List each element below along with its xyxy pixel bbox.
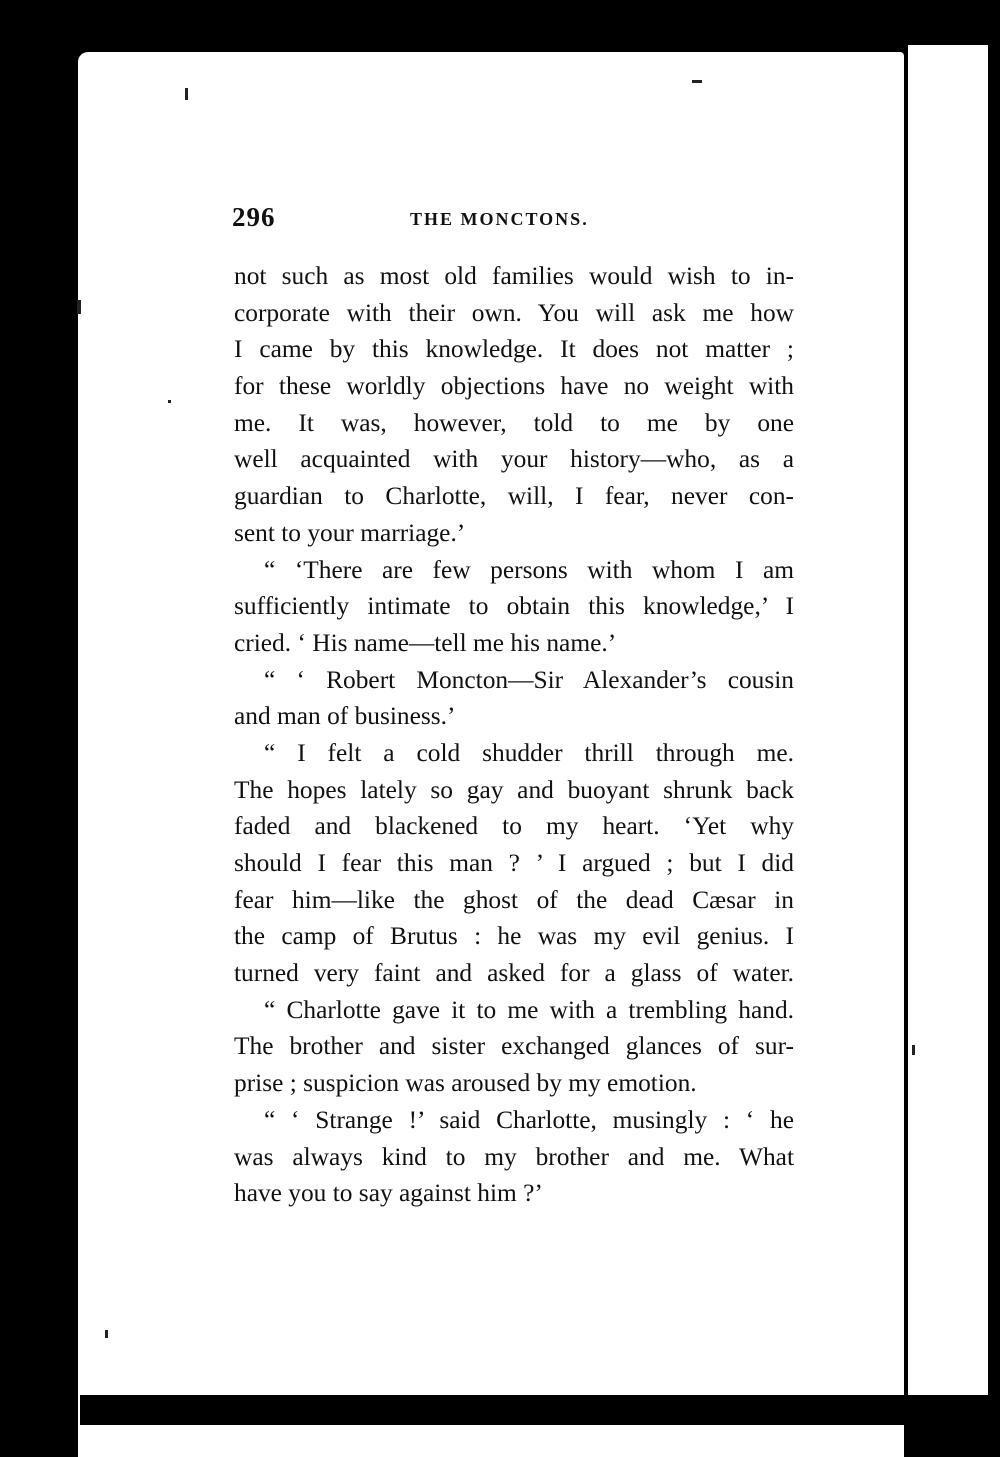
text-line: The hopes lately so gay and buoyant shrunk back [234,775,794,804]
scan-speck [692,80,702,83]
text-line: sufficiently intimate to obtain this knowledge,’ I [234,592,794,621]
body-text [234,258,794,1212]
text-line: “ ‘ Strange !’ said Charlotte, musingly : ‘ he [264,1105,794,1134]
page-number: 296 [232,202,276,232]
next-page-edge [908,45,988,1395]
text-line: should I fear this man ? ’ I argued ; but I did [234,849,794,877]
scan-speck [77,300,81,314]
text-line: turned very faint and asked for a glass of water. [234,959,794,988]
text-line: sent to your marriage.’ [234,518,466,547]
text-line: not such as most old families would wish to in- [234,262,794,290]
text-line: “ I felt a cold shudder thrill through me. [264,738,794,767]
text-line: The brother and sister exchanged glances of sur- [234,1032,794,1061]
text-line: “ ‘ Robert Moncton—Sir Alexander’s cousin [264,665,794,694]
running-title: THE MONCTONS. [410,209,589,229]
text-line: I came by this knowledge. It does not matter ; [234,335,794,364]
text-line: have you to say against him ?’ [234,1179,543,1208]
page-bottom-border [80,1395,910,1425]
text-line: cried. ‘ His name—tell me his name.’ [234,628,617,657]
text-line: fear him—like the ghost of the dead Cæsar in [234,885,794,914]
text-line: prise ; suspicion was aroused by my emotion. [234,1069,697,1098]
text-line: “ ‘There are few persons with whom I am [264,555,794,584]
text-line: me. It was, however, told to me by one [234,408,794,437]
text-line: and man of business.’ [234,702,456,731]
text-line: for these worldly objections have no weight with [234,372,794,401]
text-line: corporate with their own. You will ask me how [234,298,794,327]
text-line: was always kind to my brother and me. What [234,1142,794,1171]
text-line: the camp of Brutus : he was my evil genius. I [234,922,794,951]
page-header [232,200,792,240]
scan-speck [105,1330,108,1338]
scan-speck [168,400,171,403]
text-line: guardian to Charlotte, will, I fear, never con- [234,482,794,511]
text-line: well acquainted with your history—who, as a [234,445,794,474]
scan-speck [185,88,188,100]
text-line: “ Charlotte gave it to me with a trembling hand. [264,995,794,1024]
text-line: faded and blackened to my heart. ‘Yet why [234,812,794,841]
scan-speck [912,1045,915,1055]
